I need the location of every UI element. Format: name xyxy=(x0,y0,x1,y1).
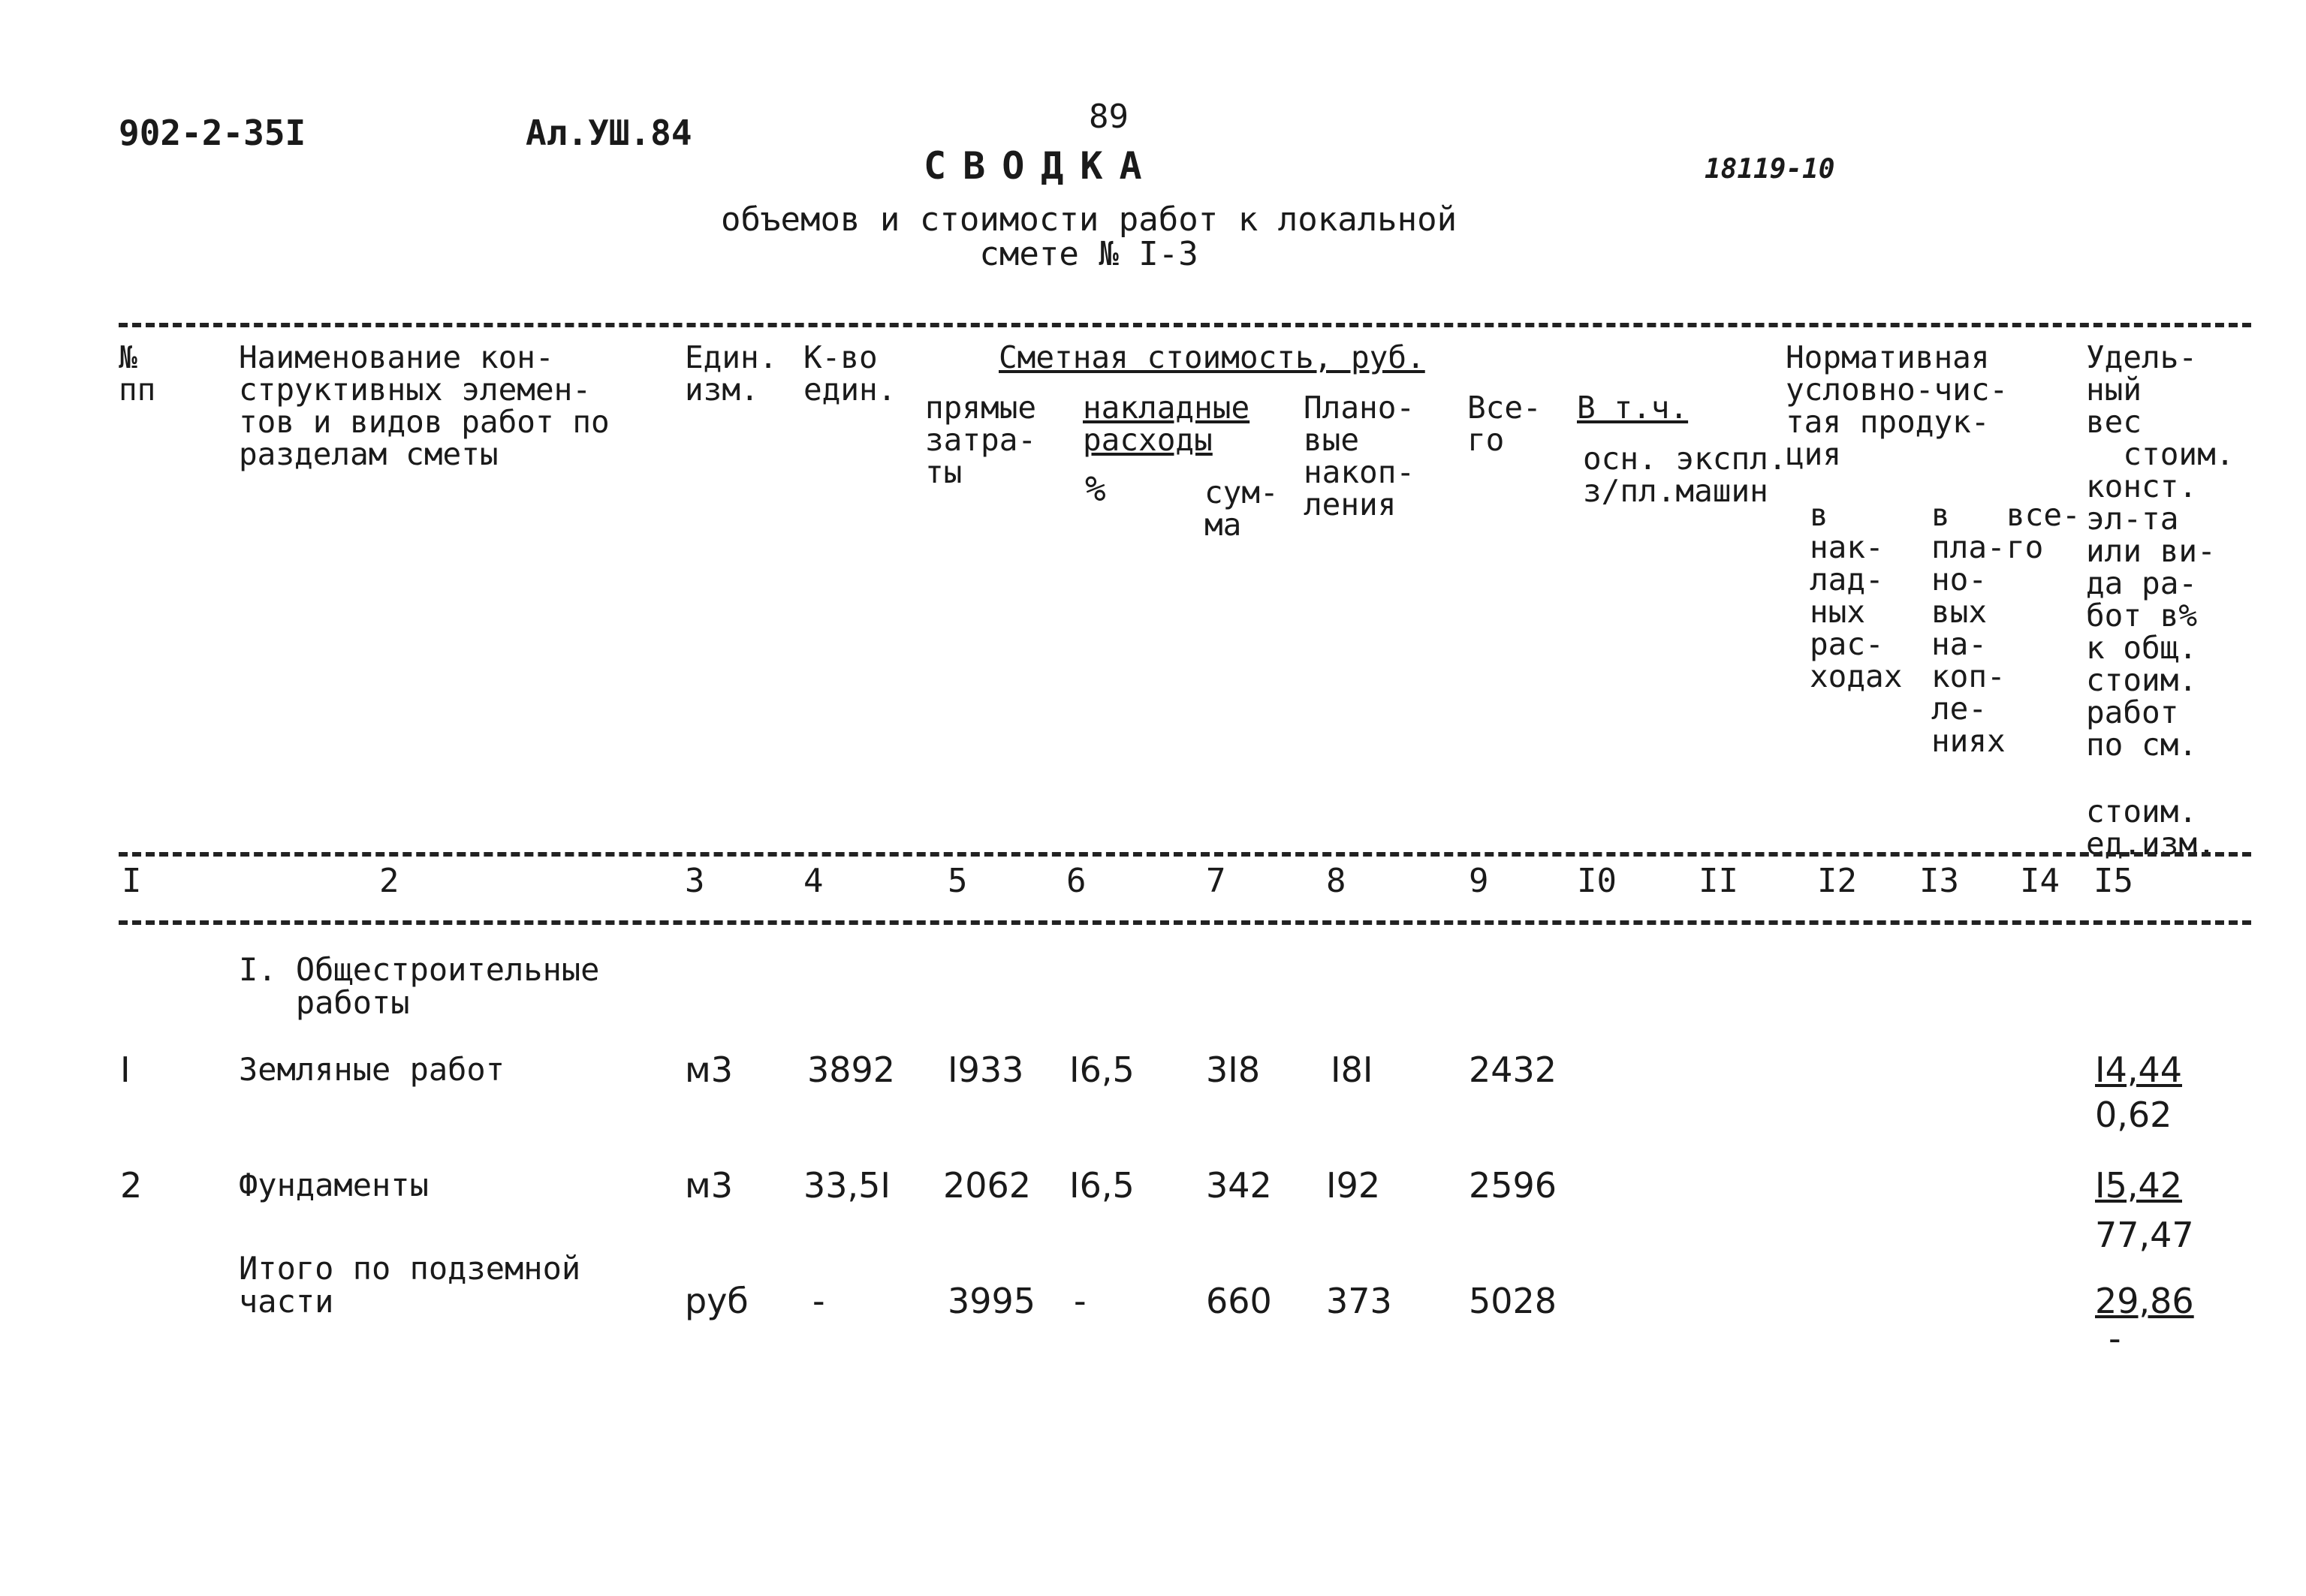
col-header-name: Наименование кон- структивных элемен- тов и видов работ по разделам сметы xyxy=(239,339,610,472)
subtitle xyxy=(721,200,1457,273)
col-number: 2 xyxy=(379,862,399,900)
col-header-in-overhead: в нак- лад- ных рас- ходах xyxy=(1810,497,1903,694)
row-quantity: 33,5I xyxy=(803,1165,891,1206)
row-total: 2596 xyxy=(1469,1165,1557,1206)
row-overhead-sum: 3I8 xyxy=(1206,1049,1261,1090)
row-share-percent: I5,42 xyxy=(2095,1165,2182,1206)
col-number: 9 xyxy=(1469,862,1489,900)
col-header-overhead-sum: сум- ма xyxy=(1204,474,1279,543)
col-header-total: Все- го xyxy=(1467,390,1542,458)
row-direct-costs: I933 xyxy=(948,1049,1024,1090)
col-number: I2 xyxy=(1817,862,1857,900)
row-overhead-sum: 342 xyxy=(1206,1165,1272,1206)
col-number: 7 xyxy=(1206,862,1226,900)
col-number: I3 xyxy=(1919,862,1959,900)
row-unit-cost: 77,47 xyxy=(2095,1215,2194,1255)
subtotal-planned-savings: 373 xyxy=(1326,1281,1392,1321)
col-header-number: № пп xyxy=(119,339,156,408)
subtotal-name: Итого по подземной части xyxy=(239,1250,581,1320)
col-header-normative-total: все- го xyxy=(2006,497,2081,565)
subtotal-direct-costs: 3995 xyxy=(948,1281,1036,1321)
col-number: 8 xyxy=(1326,862,1346,900)
row-overhead-percent: I6,5 xyxy=(1069,1165,1135,1206)
header-bottom-rule xyxy=(119,852,2251,857)
subtitle-line2: смете № I-3 xyxy=(979,235,1198,273)
row-planned-savings: I8I xyxy=(1331,1049,1373,1090)
col-header-overhead-percent: % xyxy=(1085,468,1106,509)
subtotal-overhead-percent: - xyxy=(1074,1281,1087,1321)
page-title: СВОДКА xyxy=(924,144,1159,188)
subtotal-overhead-sum: 660 xyxy=(1206,1281,1272,1321)
col-header-unit-cost: стоим. ед.изм. xyxy=(2086,793,2216,862)
album-number: Ал.УШ.84 xyxy=(526,113,692,153)
subtotal-unit-cost: - xyxy=(2109,1318,2121,1359)
row-name: Земляные работ xyxy=(239,1051,505,1088)
row-unit: м3 xyxy=(685,1049,733,1090)
col-number: I5 xyxy=(2093,862,2133,900)
col-group-including: В т.ч. xyxy=(1577,390,1689,426)
row-quantity: 3892 xyxy=(807,1049,896,1090)
subtotal-share-percent: 29,86 xyxy=(2095,1281,2194,1321)
col-number: 3 xyxy=(685,862,705,900)
column-numbers-bottom-rule xyxy=(119,920,2251,925)
col-header-unit: Един. изм. xyxy=(685,339,778,408)
row-number: 2 xyxy=(120,1165,143,1206)
handwritten-stamp: 18119-10 xyxy=(1705,154,1835,185)
table-top-rule xyxy=(119,323,2251,327)
row-name: Фундаменты xyxy=(239,1167,429,1203)
row-unit-cost: 0,62 xyxy=(2095,1095,2172,1135)
subtotal-quantity: - xyxy=(812,1281,825,1321)
col-number: II xyxy=(1699,862,1738,900)
col-number: I4 xyxy=(2020,862,2060,900)
row-direct-costs: 2062 xyxy=(943,1165,1032,1206)
col-header-direct-costs: прямые затра- ты xyxy=(925,390,1037,490)
col-header-share: Удель- ный вес стоим. конст. эл-та или ви- да ра- бот в% к общ. стоим. работ по см. xyxy=(2086,339,2235,763)
col-number: 6 xyxy=(1066,862,1087,900)
row-planned-savings: I92 xyxy=(1326,1165,1381,1206)
col-header-quantity: К-во един. xyxy=(803,339,897,408)
subtitle-line1: объемов и стоимости работ к локальной xyxy=(721,200,1457,239)
col-number: 5 xyxy=(948,862,968,900)
page-number: 89 xyxy=(1089,98,1129,136)
col-header-in-planned-savings: в пла- но- вых на- коп- ле- ниях xyxy=(1931,497,2006,759)
subtotal-total: 5028 xyxy=(1469,1281,1557,1321)
row-share-percent: I4,44 xyxy=(2095,1049,2182,1090)
col-header-wages-machines: осн. экспл. з/пл.машин xyxy=(1583,441,1787,509)
section-heading: I. Общестроительные работы xyxy=(239,951,600,1021)
col-number: I xyxy=(122,862,142,900)
col-group-estimated-cost: Сметная стоимость, руб. xyxy=(999,339,1425,375)
row-overhead-percent: I6,5 xyxy=(1069,1049,1135,1090)
subtotal-unit: руб xyxy=(685,1281,749,1321)
col-header-planned-savings: Плано- вые накоп- ления xyxy=(1304,390,1415,522)
row-unit: м3 xyxy=(685,1165,733,1206)
col-group-overhead: накладные расходы xyxy=(1083,390,1250,458)
row-number: I xyxy=(120,1049,131,1090)
col-group-normative-production: Нормативная условно-чис- тая продук- ция xyxy=(1786,339,2009,472)
document-code: 902-2-35I xyxy=(119,113,306,153)
row-total: 2432 xyxy=(1469,1049,1557,1090)
col-number: 4 xyxy=(803,862,824,900)
col-number: I0 xyxy=(1577,862,1617,900)
